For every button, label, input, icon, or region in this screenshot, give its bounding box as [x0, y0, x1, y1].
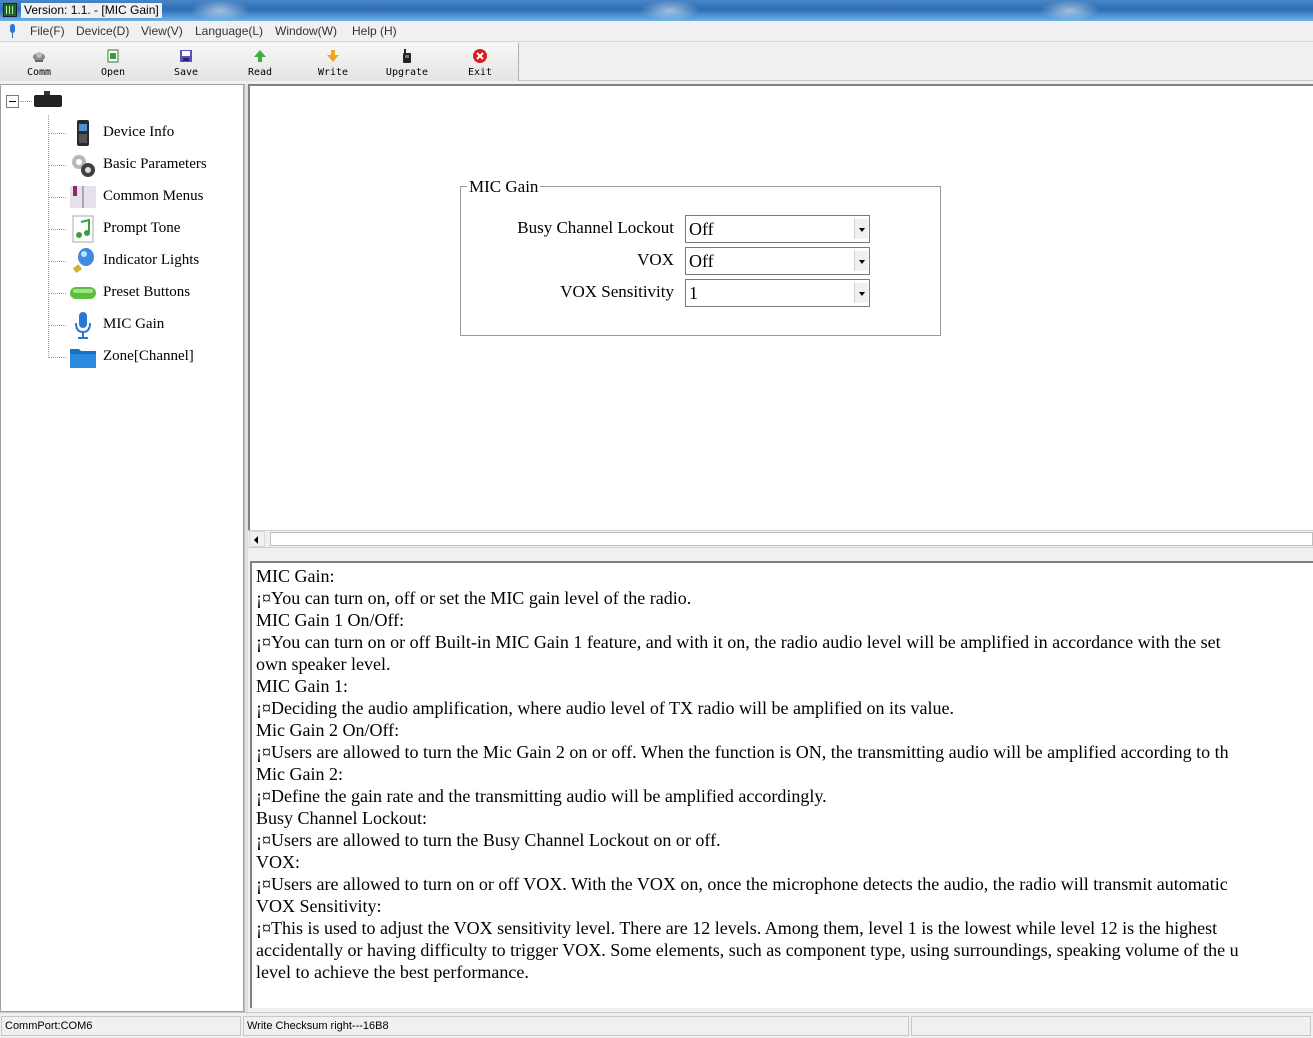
- help-line: ¡¤Define the gain rate and the transmitting audio will be amplified accordingly.: [256, 786, 827, 806]
- busy-channel-lockout-select[interactable]: [685, 215, 870, 243]
- vox-row: [461, 247, 942, 275]
- select-value: 1: [689, 283, 698, 303]
- open-button[interactable]: [83, 45, 143, 79]
- select-value: Off: [689, 251, 714, 271]
- help-line: Mic Gain 2 On/Off:: [256, 720, 400, 740]
- help-line: accidentally or having difficulty to trigger VOX. Some elements, such as component type, using surroundings, speaking volume of the u: [256, 940, 1239, 960]
- book-icon: [68, 182, 98, 212]
- help-line: level to achieve the best performance.: [256, 962, 529, 982]
- help-line: ¡¤This is used to adjust the VOX sensitivity level. There are 12 levels. Among them, level 1 is the lowest while level 12 is the highest: [256, 918, 1218, 938]
- help-line: VOX Sensitivity:: [256, 896, 382, 916]
- open-label: Open: [100, 67, 126, 78]
- help-line: Mic Gain 2:: [256, 764, 343, 784]
- scrollbar-thumb[interactable]: [270, 532, 1313, 546]
- menu-device[interactable]: Device(D): [76, 24, 130, 38]
- microphone-icon: [8, 24, 16, 38]
- light-icon: [68, 246, 98, 276]
- chevron-down-icon[interactable]: [854, 251, 868, 271]
- open-icon: [105, 48, 121, 64]
- exit-icon: [472, 48, 488, 64]
- toolbar: [0, 43, 1313, 81]
- mic-gain-group: [460, 177, 941, 336]
- gear-icon: [68, 150, 98, 180]
- tree-item-label: Preset Buttons: [103, 284, 191, 300]
- comm-icon: [31, 48, 47, 64]
- menu-file[interactable]: File(F): [30, 24, 65, 38]
- exit-button[interactable]: [450, 45, 510, 79]
- tree-connector: [20, 101, 32, 102]
- chevron-down-icon[interactable]: [854, 283, 868, 303]
- status-comm-port: CommPort:COM6: [1, 1016, 241, 1036]
- help-line: MIC Gain 1:: [256, 676, 348, 696]
- vox-sensitivity-row: [461, 279, 942, 307]
- tree-item-label: Indicator Lights: [103, 252, 200, 268]
- device-info-icon: [68, 118, 98, 148]
- help-line: ¡¤Users are allowed to turn the Busy Channel Lockout on or off.: [256, 830, 721, 850]
- read-button[interactable]: [230, 45, 290, 79]
- status-bar: [0, 1012, 1313, 1038]
- menu-bar: [0, 21, 1313, 42]
- horizontal-scrollbar[interactable]: [248, 530, 1313, 548]
- tree-item-preset-buttons[interactable]: [48, 278, 238, 308]
- write-label: Write: [317, 67, 349, 78]
- help-text-panel: [250, 561, 1313, 1008]
- help-line: ¡¤Deciding the audio amplification, where audio level of TX radio will be amplified on its value.: [256, 698, 954, 718]
- help-line: Busy Channel Lockout:: [256, 808, 427, 828]
- chevron-down-icon[interactable]: [854, 219, 868, 239]
- upgrade-button[interactable]: [377, 45, 437, 79]
- toolbar-group: [0, 43, 519, 81]
- help-line: VOX:: [256, 852, 300, 872]
- navigation-tree: [0, 84, 244, 1012]
- vox-label: VOX: [637, 250, 674, 269]
- app-icon: [3, 3, 17, 17]
- button-icon: [68, 278, 98, 308]
- titlebar-glow: [190, 0, 250, 21]
- help-line: ¡¤You can turn on, off or set the MIC gain level of the radio.: [256, 588, 692, 608]
- help-line: own speaker level.: [256, 654, 391, 674]
- tree-item-mic-gain[interactable]: [48, 310, 238, 340]
- help-line: MIC Gain:: [256, 566, 335, 586]
- titlebar-glow: [640, 0, 700, 21]
- write-button[interactable]: [303, 45, 363, 79]
- help-line: ¡¤You can turn on or off Built-in MIC Gain 1 feature, and with it on, the radio audio level will be amplified in accordance with the set: [256, 632, 1221, 652]
- music-note-icon: [68, 214, 98, 244]
- status-checksum: Write Checksum right---16B8: [243, 1016, 909, 1036]
- scroll-left-button[interactable]: [249, 531, 265, 547]
- help-line: ¡¤Users are allowed to turn the Mic Gain 2 on or off. When the function is ON, the transmitting audio will be amplified according to th: [256, 742, 1229, 762]
- select-value: Off: [689, 219, 714, 239]
- tree-item-common-menus[interactable]: [48, 182, 238, 212]
- read-label: Read: [247, 67, 273, 78]
- menu-view[interactable]: View(V): [141, 24, 183, 38]
- menu-window[interactable]: Window(W): [275, 24, 337, 38]
- menu-help[interactable]: Help (H): [352, 24, 397, 38]
- busy-channel-lockout-row: [461, 215, 942, 243]
- comm-button[interactable]: [9, 45, 69, 79]
- tree-item-label: Prompt Tone: [103, 220, 181, 236]
- upgrade-icon: [399, 48, 415, 64]
- tree-item-zone-channel[interactable]: [48, 342, 238, 372]
- menu-language[interactable]: Language(L): [195, 24, 264, 38]
- busy-channel-lockout-label: Busy Channel Lockout: [517, 218, 674, 237]
- tree-item-label: MIC Gain: [103, 316, 165, 332]
- vox-sensitivity-label: VOX Sensitivity: [560, 282, 674, 301]
- tree-item-device-info[interactable]: [48, 118, 238, 148]
- folder-icon: [68, 342, 98, 372]
- help-line: ¡¤Users are allowed to turn on or off VOX. With the VOX on, once the microphone detects the audio, the radio will transmit automatic: [256, 874, 1228, 894]
- tree-item-label: Device Info: [103, 124, 175, 140]
- window-title: Version: 1.1. - [MIC Gain]: [21, 3, 162, 18]
- save-icon: [178, 48, 194, 64]
- title-bar: [0, 0, 1313, 21]
- tree-item-label: Common Menus: [103, 188, 204, 204]
- vox-select[interactable]: [685, 247, 870, 275]
- status-extra: [911, 1016, 1311, 1036]
- tree-item-indicator-lights[interactable]: [48, 246, 238, 276]
- tree-item-label: Basic Parameters: [103, 156, 207, 172]
- tree-item-basic-parameters[interactable]: [48, 150, 238, 180]
- tree-item-label: Zone[Channel]: [103, 348, 194, 364]
- tree-item-prompt-tone[interactable]: [48, 214, 238, 244]
- comm-label: Comm: [26, 67, 52, 78]
- save-button[interactable]: [156, 45, 216, 79]
- titlebar-glow: [1040, 0, 1100, 21]
- settings-form-panel: [248, 84, 1313, 530]
- help-line: MIC Gain 1 On/Off:: [256, 610, 405, 630]
- collapse-toggle[interactable]: [6, 95, 19, 108]
- microphone-icon: [68, 310, 98, 340]
- group-title: MIC Gain: [469, 177, 539, 196]
- upgrade-label: Upgrate: [385, 67, 429, 78]
- exit-label: Exit: [467, 67, 493, 78]
- read-icon: [252, 48, 268, 64]
- radio-device-icon[interactable]: [34, 95, 62, 107]
- vox-sensitivity-select[interactable]: [685, 279, 870, 307]
- save-label: Save: [173, 67, 199, 78]
- write-icon: [325, 48, 341, 64]
